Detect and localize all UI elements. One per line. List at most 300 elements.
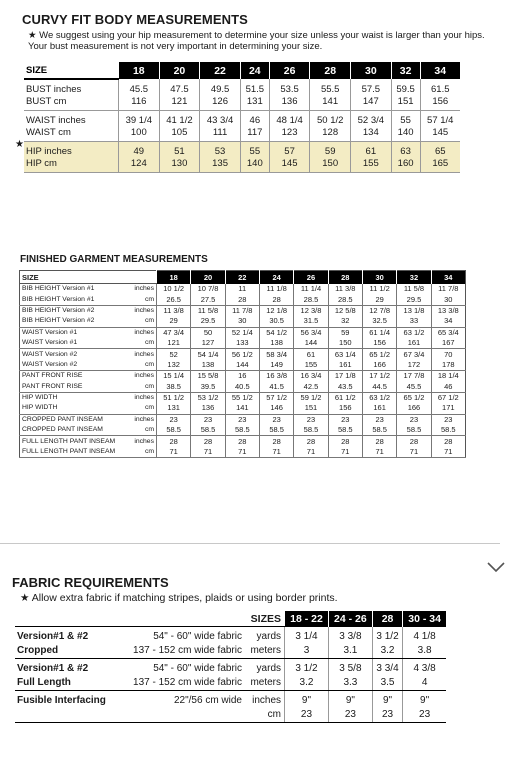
table-row bbox=[20, 327, 466, 338]
table-cell: 3 bbox=[285, 644, 329, 659]
row-unit: inches bbox=[134, 328, 154, 336]
table-cell: 26.5 bbox=[157, 294, 191, 305]
body-measurements-title: CURVY FIT BODY MEASUREMENTS bbox=[22, 12, 248, 27]
table-cell: 3 3/4 bbox=[372, 659, 402, 677]
table-cell: 55 bbox=[240, 142, 269, 159]
table-cell: 43 3/4 bbox=[200, 111, 241, 128]
table-cell: 116 bbox=[119, 96, 160, 111]
table-cell: 136 bbox=[191, 403, 225, 414]
table-cell: 17 7/8 bbox=[397, 371, 431, 382]
table-cell: 59 bbox=[310, 142, 351, 159]
table-cell: 10 7/8 bbox=[191, 284, 225, 295]
row-label: BIB HEIGHT Version #1 bbox=[20, 294, 127, 305]
table-row bbox=[20, 360, 466, 371]
table-cell: 55 1/2 bbox=[225, 392, 259, 403]
table-cell: 23 bbox=[294, 414, 328, 425]
table-cell: 61 bbox=[294, 349, 328, 360]
table-cell: 161 bbox=[328, 360, 362, 371]
table-cell: 63 1/2 bbox=[362, 392, 396, 403]
table-cell: 128 bbox=[310, 127, 351, 142]
fabric-requirements-note: ★ Allow extra fabric if matching stripes, plaids or using border prints. bbox=[20, 592, 338, 604]
fabric-description: 22"/56 cm wide bbox=[173, 695, 242, 706]
table-row bbox=[24, 79, 460, 96]
table-cell: 42.5 bbox=[294, 382, 328, 393]
table-cell: 30 bbox=[431, 294, 465, 305]
fabric-description: 137 - 152 cm wide fabric bbox=[119, 676, 245, 691]
table-cell: 58 3/4 bbox=[259, 349, 293, 360]
table-cell: 28.5 bbox=[328, 294, 362, 305]
size-col: 22 bbox=[225, 271, 259, 284]
body-measurements-table bbox=[24, 62, 460, 173]
table-cell: 32 bbox=[328, 316, 362, 327]
size-col: 20 bbox=[191, 271, 225, 284]
table-cell: 15 1/4 bbox=[157, 371, 191, 382]
table-cell: 9" bbox=[328, 691, 372, 709]
row-label: HIP WIDTH bbox=[20, 403, 127, 414]
table-cell: 100 bbox=[119, 127, 160, 142]
table-cell: 71 bbox=[259, 447, 293, 458]
table-cell: 51.5 bbox=[240, 79, 269, 96]
table-cell: 44.5 bbox=[362, 382, 396, 393]
table-cell: 155 bbox=[351, 158, 392, 173]
table-cell: 71 bbox=[294, 447, 328, 458]
blank-header bbox=[15, 611, 119, 627]
table-cell: 71 bbox=[397, 447, 431, 458]
table-cell: 23 bbox=[397, 414, 431, 425]
size-col: 34 bbox=[431, 271, 465, 284]
size-col: 34 bbox=[420, 62, 460, 79]
table-cell: 3.5 bbox=[372, 676, 402, 691]
fabric-requirements-table bbox=[15, 611, 446, 723]
table-row bbox=[20, 414, 466, 425]
table-cell: 28.5 bbox=[294, 294, 328, 305]
table-row bbox=[24, 127, 460, 142]
table-cell: 135 bbox=[200, 158, 241, 173]
table-cell: 166 bbox=[362, 360, 396, 371]
table-cell: 29.5 bbox=[191, 316, 225, 327]
table-cell: 56 3/4 bbox=[294, 327, 328, 338]
table-cell: 121 bbox=[159, 96, 200, 111]
table-cell: 47.5 bbox=[159, 79, 200, 96]
table-cell: 12 5/8 bbox=[328, 305, 362, 316]
table-cell: 155 bbox=[294, 360, 328, 371]
row-unit: inches bbox=[134, 394, 154, 402]
table-cell: 136 bbox=[269, 96, 310, 111]
table-cell: 160 bbox=[391, 158, 420, 173]
size-col: 28 bbox=[310, 62, 351, 79]
table-cell: 70 bbox=[431, 349, 465, 360]
table-cell: 65 bbox=[420, 142, 460, 159]
hip-star-marker: ★ bbox=[15, 139, 24, 150]
table-cell: 29 bbox=[362, 294, 396, 305]
table-cell: 126 bbox=[200, 96, 241, 111]
version-label: Version#1 & #2 bbox=[17, 631, 89, 642]
row-label: BUST cm bbox=[24, 96, 119, 111]
table-cell: 178 bbox=[431, 360, 465, 371]
table-cell: 27.5 bbox=[191, 294, 225, 305]
table-cell: 54 1/2 bbox=[259, 327, 293, 338]
table-row bbox=[20, 425, 466, 436]
table-row bbox=[24, 111, 460, 128]
garment-measurements-table bbox=[19, 270, 466, 458]
table-cell: 156 bbox=[328, 403, 362, 414]
row-label: BIB HEIGHT Version #2 bbox=[20, 316, 127, 327]
table-cell: 43.5 bbox=[328, 382, 362, 393]
table-cell: 105 bbox=[159, 127, 200, 142]
table-cell: 55.5 bbox=[310, 79, 351, 96]
chevron-down-icon[interactable] bbox=[486, 560, 506, 574]
table-cell: 28 bbox=[191, 436, 225, 447]
table-cell: 145 bbox=[269, 158, 310, 173]
table-cell: 11 1/2 bbox=[362, 284, 396, 295]
table-cell: 9" bbox=[372, 691, 402, 709]
table-cell: 3.8 bbox=[403, 644, 446, 659]
size-col: 18 - 22 bbox=[285, 611, 329, 627]
table-cell: 140 bbox=[240, 158, 269, 173]
table-cell: 33 bbox=[397, 316, 431, 327]
fabric-description: 137 - 152 cm wide fabric bbox=[119, 644, 245, 659]
table-cell: 156 bbox=[362, 338, 396, 349]
table-cell: 45.5 bbox=[397, 382, 431, 393]
row-unit: cm bbox=[126, 403, 157, 414]
table-cell: 111 bbox=[200, 127, 241, 142]
fabric-unit: meters bbox=[245, 644, 285, 659]
table-cell: 52 bbox=[157, 349, 191, 360]
size-col: 18 bbox=[157, 271, 191, 284]
table-cell: 59 1/2 bbox=[294, 392, 328, 403]
table-cell: 134 bbox=[351, 127, 392, 142]
row-label: FULL LENGTH PANT INSEAM bbox=[22, 437, 116, 445]
fabric-description: 54" - 60" wide fabric bbox=[153, 663, 242, 674]
table-cell: 11 3/8 bbox=[157, 305, 191, 316]
row-unit: cm bbox=[126, 447, 157, 458]
row-label: HIP inches bbox=[24, 142, 119, 159]
table-cell: 32.5 bbox=[362, 316, 396, 327]
row-label: HIP WIDTH bbox=[22, 394, 58, 402]
version-label: Cropped bbox=[15, 644, 119, 659]
row-label: WAIST Version #2 bbox=[20, 360, 127, 371]
size-col: 24 bbox=[259, 271, 293, 284]
table-cell: 71 bbox=[362, 447, 396, 458]
table-cell: 16 3/8 bbox=[259, 371, 293, 382]
table-cell: 58.5 bbox=[328, 425, 362, 436]
version-label bbox=[15, 708, 119, 723]
table-cell: 46 bbox=[431, 382, 465, 393]
table-cell: 57 bbox=[269, 142, 310, 159]
table-row bbox=[20, 349, 466, 360]
row-label: PANT FRONT RISE bbox=[20, 382, 127, 393]
table-cell: 30.5 bbox=[259, 316, 293, 327]
table-cell: 16 3/4 bbox=[294, 371, 328, 382]
table-cell: 28 bbox=[294, 436, 328, 447]
table-cell: 34 bbox=[431, 316, 465, 327]
sizes-header: SIZES bbox=[119, 611, 285, 627]
table-cell: 156 bbox=[420, 96, 460, 111]
version-label: Fusible Interfacing bbox=[17, 695, 106, 706]
size-col: 30 - 34 bbox=[403, 611, 446, 627]
garment-measurements-title: FINISHED GARMENT MEASUREMENTS bbox=[20, 254, 208, 265]
table-cell: 55 bbox=[391, 111, 420, 128]
table-cell: 58.5 bbox=[191, 425, 225, 436]
table-cell: 61.5 bbox=[420, 79, 460, 96]
table-row bbox=[20, 447, 466, 458]
table-cell: 166 bbox=[397, 403, 431, 414]
fabric-unit: meters bbox=[245, 676, 285, 691]
table-cell: 38.5 bbox=[157, 382, 191, 393]
fabric-description: 54" - 60" wide fabric bbox=[153, 631, 242, 642]
size-col: 26 bbox=[269, 62, 310, 79]
table-cell: 23 bbox=[328, 708, 372, 723]
table-cell: 121 bbox=[157, 338, 191, 349]
table-row bbox=[24, 142, 460, 159]
table-cell: 127 bbox=[191, 338, 225, 349]
table-cell: 48 1/4 bbox=[269, 111, 310, 128]
table-cell: 17 1/2 bbox=[362, 371, 396, 382]
table-cell: 71 bbox=[157, 447, 191, 458]
table-cell: 49.5 bbox=[200, 79, 241, 96]
table-cell: 3.3 bbox=[328, 676, 372, 691]
table-cell: 23 bbox=[328, 414, 362, 425]
table-cell: 171 bbox=[431, 403, 465, 414]
table-cell: 54 1/4 bbox=[191, 349, 225, 360]
row-label: CROPPED PANT INSEAM bbox=[22, 415, 103, 423]
size-col: 28 bbox=[372, 611, 402, 627]
table-cell: 29 bbox=[157, 316, 191, 327]
table-cell: 145 bbox=[420, 127, 460, 142]
table-cell: 65 1/2 bbox=[362, 349, 396, 360]
table-cell: 132 bbox=[157, 360, 191, 371]
table-row bbox=[20, 371, 466, 382]
table-cell: 23 bbox=[225, 414, 259, 425]
table-cell: 11 1/8 bbox=[259, 284, 293, 295]
table-cell: 59.5 bbox=[391, 79, 420, 96]
table-cell: 141 bbox=[310, 96, 351, 111]
size-header: SIZE bbox=[20, 271, 157, 284]
table-cell: 23 bbox=[259, 414, 293, 425]
table-cell: 67 3/4 bbox=[397, 349, 431, 360]
size-col: 30 bbox=[362, 271, 396, 284]
table-cell: 149 bbox=[259, 360, 293, 371]
table-cell: 57 1/2 bbox=[259, 392, 293, 403]
table-cell: 12 7/8 bbox=[362, 305, 396, 316]
row-label: WAIST inches bbox=[26, 115, 86, 126]
table-cell: 47 3/4 bbox=[157, 327, 191, 338]
table-row bbox=[20, 294, 466, 305]
table-row bbox=[24, 96, 460, 111]
version-label: Full Length bbox=[15, 676, 119, 691]
table-row bbox=[20, 284, 466, 295]
table-cell: 58.5 bbox=[259, 425, 293, 436]
table-row bbox=[20, 305, 466, 316]
version-label: Version#1 & #2 bbox=[17, 663, 89, 674]
row-label: WAIST Version #1 bbox=[22, 328, 78, 336]
table-cell: 124 bbox=[119, 158, 160, 173]
table-cell: 3.2 bbox=[285, 676, 329, 691]
table-cell: 4 bbox=[403, 676, 446, 691]
table-cell: 172 bbox=[397, 360, 431, 371]
table-cell: 150 bbox=[328, 338, 362, 349]
table-cell: 49 bbox=[119, 142, 160, 159]
table-cell: 23 bbox=[431, 414, 465, 425]
table-cell: 28 bbox=[362, 436, 396, 447]
size-col: 20 bbox=[159, 62, 200, 79]
table-cell: 11 7/8 bbox=[431, 284, 465, 295]
table-cell: 50 bbox=[191, 327, 225, 338]
table-cell: 23 bbox=[372, 708, 402, 723]
table-cell: 71 bbox=[431, 447, 465, 458]
size-col: 18 bbox=[119, 62, 160, 79]
table-cell: 30 bbox=[225, 316, 259, 327]
table-cell: 17 1/8 bbox=[328, 371, 362, 382]
table-row bbox=[15, 691, 446, 709]
table-cell: 53.5 bbox=[269, 79, 310, 96]
fabric-unit: inches bbox=[252, 695, 281, 706]
table-cell: 15 5/8 bbox=[191, 371, 225, 382]
table-cell: 23 bbox=[403, 708, 446, 723]
size-col: 24 bbox=[240, 62, 269, 79]
table-cell: 31.5 bbox=[294, 316, 328, 327]
fabric-unit: yards bbox=[256, 663, 281, 674]
table-cell: 11 5/8 bbox=[397, 284, 431, 295]
row-unit: cm bbox=[126, 294, 157, 305]
row-unit: inches bbox=[134, 350, 154, 358]
table-cell: 11 3/8 bbox=[328, 284, 362, 295]
table-row bbox=[20, 436, 466, 447]
row-unit: cm bbox=[126, 360, 157, 371]
table-cell: 23 bbox=[285, 708, 329, 723]
table-cell: 67 1/2 bbox=[431, 392, 465, 403]
table-row bbox=[20, 403, 466, 414]
row-unit: inches bbox=[134, 415, 154, 423]
table-cell: 117 bbox=[240, 127, 269, 142]
table-cell: 133 bbox=[225, 338, 259, 349]
table-cell: 71 bbox=[328, 447, 362, 458]
row-label: BIB HEIGHT Version #2 bbox=[22, 306, 95, 314]
table-cell: 29.5 bbox=[397, 294, 431, 305]
table-cell: 39.5 bbox=[191, 382, 225, 393]
table-cell: 28 bbox=[157, 436, 191, 447]
table-cell: 28 bbox=[259, 436, 293, 447]
table-cell: 59 bbox=[328, 327, 362, 338]
table-row bbox=[20, 382, 466, 393]
table-cell: 10 1/2 bbox=[157, 284, 191, 295]
row-label: BIB HEIGHT Version #1 bbox=[22, 285, 95, 293]
table-cell: 58.5 bbox=[225, 425, 259, 436]
table-cell: 23 bbox=[157, 414, 191, 425]
table-cell: 144 bbox=[294, 338, 328, 349]
row-label: CROPPED PANT INSEAM bbox=[20, 425, 127, 436]
table-cell: 51 bbox=[159, 142, 200, 159]
table-cell: 58.5 bbox=[397, 425, 431, 436]
table-row bbox=[20, 392, 466, 403]
table-row bbox=[15, 676, 446, 691]
table-cell: 28 bbox=[431, 436, 465, 447]
table-cell: 3 1/4 bbox=[285, 627, 329, 645]
table-cell: 167 bbox=[431, 338, 465, 349]
table-cell: 28 bbox=[259, 294, 293, 305]
table-cell: 53 1/2 bbox=[191, 392, 225, 403]
table-cell: 63 1/2 bbox=[397, 327, 431, 338]
table-cell: 13 3/8 bbox=[431, 305, 465, 316]
table-cell: 4 1/8 bbox=[403, 627, 446, 645]
table-cell: 130 bbox=[159, 158, 200, 173]
fabric-requirements-title: FABRIC REQUIREMENTS bbox=[12, 575, 169, 590]
table-cell: 57.5 bbox=[351, 79, 392, 96]
row-unit: inches bbox=[134, 372, 154, 380]
table-cell: 71 bbox=[225, 447, 259, 458]
table-cell: 65 3/4 bbox=[431, 327, 465, 338]
table-cell: 52 1/4 bbox=[225, 327, 259, 338]
table-cell: 46 bbox=[240, 111, 269, 128]
table-cell: 138 bbox=[191, 360, 225, 371]
table-cell: 150 bbox=[310, 158, 351, 173]
row-unit: cm bbox=[126, 382, 157, 393]
size-col: 28 bbox=[328, 271, 362, 284]
body-measurements-note: ★ We suggest using your hip measurement to determine your size unless your waist is larger than your hips. Your bust measurement is not very important in determining your size. bbox=[28, 30, 485, 52]
size-header: SIZE bbox=[24, 62, 119, 79]
table-cell: 140 bbox=[391, 127, 420, 142]
table-cell: 39 1/4 bbox=[119, 111, 160, 128]
table-cell: 41.5 bbox=[259, 382, 293, 393]
table-cell: 9" bbox=[403, 691, 446, 709]
table-cell: 3 3/8 bbox=[328, 627, 372, 645]
fabric-unit: yards bbox=[256, 631, 281, 642]
table-cell: 138 bbox=[259, 338, 293, 349]
size-col: 26 bbox=[294, 271, 328, 284]
row-unit: cm bbox=[126, 338, 157, 349]
table-cell: 28 bbox=[225, 436, 259, 447]
size-col: 32 bbox=[397, 271, 431, 284]
table-cell: 23 bbox=[191, 414, 225, 425]
table-row bbox=[15, 659, 446, 677]
table-cell: 61 bbox=[351, 142, 392, 159]
table-cell: 53 bbox=[200, 142, 241, 159]
table-cell: 61 1/4 bbox=[362, 327, 396, 338]
table-cell: 141 bbox=[225, 403, 259, 414]
table-cell: 146 bbox=[259, 403, 293, 414]
table-cell: 18 1/4 bbox=[431, 371, 465, 382]
table-row bbox=[24, 158, 460, 173]
table-cell: 71 bbox=[191, 447, 225, 458]
table-cell: 23 bbox=[362, 414, 396, 425]
table-cell: 11 bbox=[225, 284, 259, 295]
table-cell: 58.5 bbox=[157, 425, 191, 436]
row-label: WAIST cm bbox=[24, 127, 119, 142]
table-cell: 3 1/2 bbox=[285, 659, 329, 677]
table-row bbox=[20, 316, 466, 327]
table-cell: 123 bbox=[269, 127, 310, 142]
size-col: 30 bbox=[351, 62, 392, 79]
table-cell: 40.5 bbox=[225, 382, 259, 393]
table-cell: 61 1/2 bbox=[328, 392, 362, 403]
table-row bbox=[15, 644, 446, 659]
table-cell: 147 bbox=[351, 96, 392, 111]
row-label: WAIST Version #2 bbox=[22, 350, 78, 358]
table-row bbox=[20, 338, 466, 349]
row-label: PANT FRONT RISE bbox=[22, 372, 83, 380]
row-unit: inches bbox=[134, 285, 154, 293]
table-cell: 151 bbox=[294, 403, 328, 414]
table-cell: 63 1/4 bbox=[328, 349, 362, 360]
table-cell: 63 bbox=[391, 142, 420, 159]
table-cell: 144 bbox=[225, 360, 259, 371]
table-cell: 65 1/2 bbox=[397, 392, 431, 403]
table-cell: 28 bbox=[225, 294, 259, 305]
size-col: 24 - 26 bbox=[328, 611, 372, 627]
table-cell: 12 3/8 bbox=[294, 305, 328, 316]
table-cell: 58.5 bbox=[431, 425, 465, 436]
table-cell: 9" bbox=[285, 691, 329, 709]
